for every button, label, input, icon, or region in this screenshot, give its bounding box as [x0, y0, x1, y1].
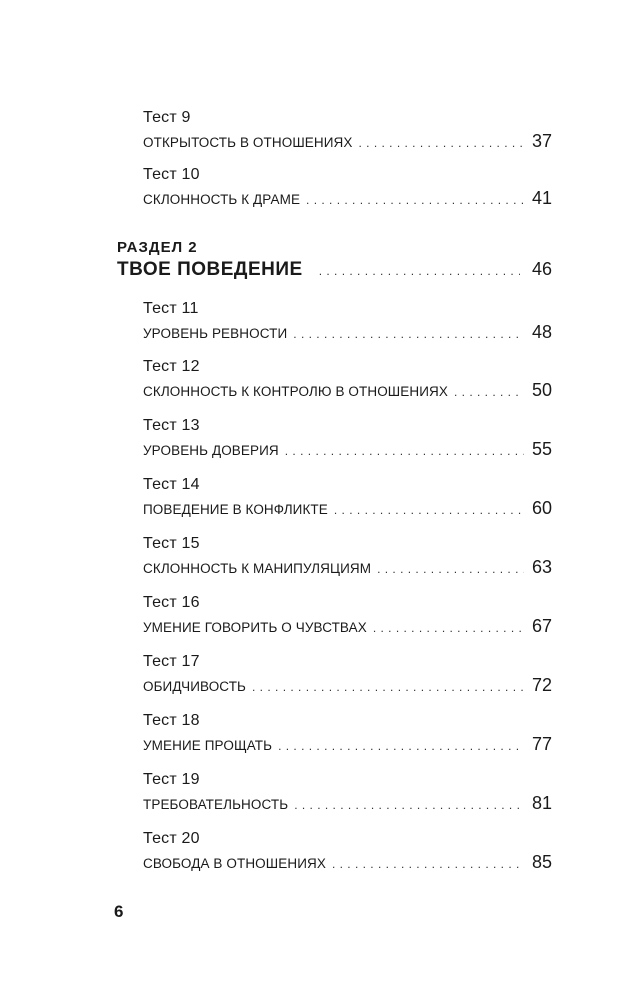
- test-number: Тест 20: [143, 830, 200, 847]
- toc-entry: [143, 165, 552, 209]
- test-number: Тест 18: [143, 712, 200, 729]
- test-number: Тест 15: [143, 535, 200, 552]
- dot-leader: [334, 501, 524, 519]
- test-number: Тест 16: [143, 594, 200, 611]
- section-label: РАЗДЕЛ 2: [117, 239, 198, 256]
- toc-page-number: 63: [531, 557, 552, 577]
- test-number: Тест 13: [143, 417, 200, 434]
- toc-page-number: 72: [531, 675, 552, 695]
- test-number: Тест 12: [143, 358, 200, 375]
- toc-entry-title: СКЛОННОСТЬ К КОНТРОЛЮ В ОТНОШЕНИЯХ: [143, 384, 448, 399]
- toc-page-number: 60: [531, 498, 552, 518]
- test-number: Тест 9: [143, 109, 191, 126]
- dot-leader: [252, 678, 524, 696]
- dot-leader: [373, 619, 524, 637]
- test-number: Тест 11: [143, 300, 199, 317]
- section-title: ТВОЕ ПОВЕДЕНИЕ: [117, 259, 303, 280]
- toc-entry: [143, 652, 552, 696]
- toc-page-number: 41: [531, 188, 552, 208]
- test-number: Тест 14: [143, 476, 200, 493]
- toc-page-number: 55: [531, 439, 552, 459]
- page-folio: 6: [114, 902, 124, 921]
- toc-entry: [143, 829, 552, 873]
- toc-page-number: 67: [531, 616, 552, 636]
- toc-entry-row: [143, 617, 552, 637]
- toc-entry-title: УМЕНИЕ ГОВОРИТЬ О ЧУВСТВАХ: [143, 620, 367, 635]
- section-heading: [117, 239, 552, 281]
- toc-entry: [143, 475, 552, 519]
- test-number: Тест 19: [143, 771, 200, 788]
- toc-entry-row: [143, 440, 552, 460]
- dot-leader: [294, 796, 524, 814]
- test-number: Тест 10: [143, 166, 200, 183]
- toc-entry-title: УРОВЕНЬ РЕВНОСТИ: [143, 326, 288, 341]
- dot-leader: [454, 383, 524, 401]
- toc-entry-row: [143, 381, 552, 401]
- toc-entry-title: УМЕНИЕ ПРОЩАТЬ: [143, 738, 273, 753]
- toc-entry-title: СВОБОДА В ОТНОШЕНИЯХ: [143, 856, 326, 871]
- toc-entry-title: ОТКРЫТОСТЬ В ОТНОШЕНИЯХ: [143, 135, 353, 150]
- toc-entry-row: [143, 132, 552, 152]
- toc-page-number: 37: [531, 131, 552, 151]
- toc-entry-row: [143, 853, 552, 873]
- toc-entry: [143, 711, 552, 755]
- toc-entry-row: [143, 558, 552, 578]
- section-page-number: 46: [531, 259, 552, 279]
- toc-entry-title: ОБИДЧИВОСТЬ: [143, 679, 247, 694]
- toc-entry-row: [143, 735, 552, 755]
- dot-leader: [293, 325, 524, 343]
- toc-page-number: 50: [531, 380, 552, 400]
- dot-leader: [377, 560, 524, 578]
- toc-entry: [143, 416, 552, 460]
- toc-entry-title: ТРЕБОВАТЕЛЬНОСТЬ: [143, 797, 289, 812]
- toc-entry: [143, 299, 552, 343]
- toc-entry-title: ПОВЕДЕНИЕ В КОНФЛИКТЕ: [143, 502, 328, 517]
- toc-entry-title: УРОВЕНЬ ДОВЕРИЯ: [143, 443, 279, 458]
- toc-entry-row: [143, 323, 552, 343]
- toc-entry-title: СКЛОННОСТЬ К ДРАМЕ: [143, 192, 301, 207]
- toc-page-number: 81: [531, 793, 552, 813]
- dot-leader: [332, 855, 524, 873]
- toc-entry-row: [143, 499, 552, 519]
- toc-entry-title: СКЛОННОСТЬ К МАНИПУЛЯЦИЯМ: [143, 561, 372, 576]
- dot-leader: [278, 737, 524, 755]
- toc-page-number: 48: [531, 322, 552, 342]
- section-row: [117, 259, 552, 281]
- test-number: Тест 17: [143, 653, 200, 670]
- toc-entry-row: [143, 794, 552, 814]
- toc-entry: [143, 534, 552, 578]
- dot-leader: [319, 264, 520, 278]
- dot-leader: [359, 134, 525, 152]
- dot-leader: [285, 442, 524, 460]
- toc-page-number: 85: [531, 852, 552, 872]
- dot-leader: [306, 191, 524, 209]
- toc-entry-row: [143, 676, 552, 696]
- toc-page-number: 77: [531, 734, 552, 754]
- toc-entry-row: [143, 189, 552, 209]
- toc-entry: [143, 108, 552, 152]
- toc-entry: [143, 357, 552, 401]
- toc-entry: [143, 593, 552, 637]
- toc-entry: [143, 770, 552, 814]
